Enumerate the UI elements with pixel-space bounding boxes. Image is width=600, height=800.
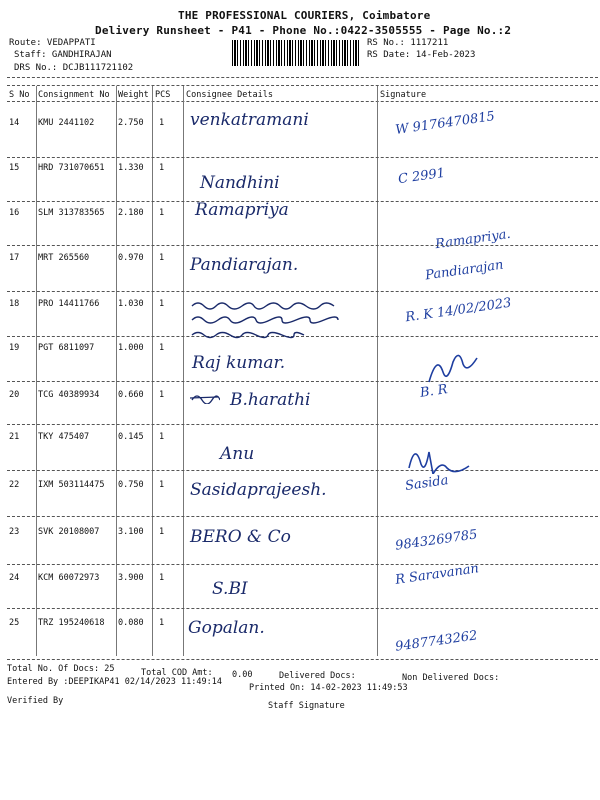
row-divider xyxy=(7,470,598,471)
row-signature: Sasida xyxy=(404,473,450,494)
row-weight: 0.970 xyxy=(118,253,144,263)
header-signature: Signature xyxy=(380,90,427,100)
row-pcs: 1 xyxy=(159,390,165,400)
row-consignee: Anu xyxy=(220,444,255,464)
row-consignee: venkatramani xyxy=(190,110,309,130)
row-signature: Pandiarajan xyxy=(424,257,505,284)
divider xyxy=(7,659,598,660)
row-pcs: 1 xyxy=(159,573,165,583)
header-sno: S No xyxy=(9,90,30,100)
header-pcs: PCS xyxy=(155,90,171,100)
total-cod-label: Total COD Amt: xyxy=(141,668,213,678)
row-weight: 1.000 xyxy=(118,343,144,353)
row-signature: C 2991 xyxy=(397,165,446,188)
printed-on: Printed On: 14-02-2023 11:49:53 xyxy=(249,683,408,693)
row-sno: 14 xyxy=(9,118,20,128)
row-consignee: Pandiarajan. xyxy=(190,255,299,275)
column-divider xyxy=(183,86,184,656)
divider xyxy=(7,85,598,86)
row-signature: R. K 14/02/2023 xyxy=(404,295,513,326)
row-pcs: 1 xyxy=(159,618,165,628)
row-consignment-no: MRT 265560 xyxy=(38,253,90,263)
row-divider xyxy=(7,291,598,292)
row-consignee: Nandhini xyxy=(200,173,280,193)
row-divider xyxy=(7,424,598,425)
delivered-docs: Delivered Docs: xyxy=(279,671,356,681)
row-signature: R Saravanan xyxy=(394,561,480,588)
row-pcs: 1 xyxy=(159,299,165,309)
row-signature: 9487743262 xyxy=(394,628,479,655)
tamil-handwriting xyxy=(188,298,378,344)
header-weight: Weight xyxy=(118,90,149,100)
row-sno: 23 xyxy=(9,527,20,537)
row-consignee: Ramapriya xyxy=(195,200,289,220)
row-consignment-no: TKY 475407 xyxy=(38,432,90,442)
row-consignment-no: PRO 14411766 xyxy=(38,299,100,309)
row-divider xyxy=(7,516,598,517)
row-weight: 2.180 xyxy=(118,208,144,218)
row-consignee: BERO & Co xyxy=(190,527,291,547)
row-divider xyxy=(7,157,598,158)
entered-by: Entered By :DEEPIKAP41 02/14/2023 11:49:14 xyxy=(7,677,222,687)
row-weight: 1.330 xyxy=(118,163,144,173)
row-weight: 0.145 xyxy=(118,432,144,442)
row-sno: 25 xyxy=(9,618,20,628)
row-consignment-no: SVK 20108007 xyxy=(38,527,100,537)
column-divider xyxy=(152,86,153,656)
divider xyxy=(7,101,598,102)
column-divider xyxy=(116,86,117,656)
row-sno: 21 xyxy=(9,432,20,442)
row-signature: Ramapriya. xyxy=(434,226,512,253)
rs-number: RS No.: 1117211 xyxy=(367,38,449,48)
row-sno: 22 xyxy=(9,480,20,490)
row-sno: 19 xyxy=(9,343,20,353)
row-weight: 0.750 xyxy=(118,480,144,490)
row-consignment-no: KMU 2441102 xyxy=(38,118,95,128)
row-signature: W 9176470815 xyxy=(394,109,496,138)
row-sno: 18 xyxy=(9,299,20,309)
row-pcs: 1 xyxy=(159,208,165,218)
verified-by: Verified By xyxy=(7,696,64,706)
row-consignment-no: IXM 503114475 xyxy=(38,480,105,490)
row-sno: 15 xyxy=(9,163,20,173)
row-consignment-no: TCG 40389934 xyxy=(38,390,100,400)
company-title: THE PROFESSIONAL COURIERS, Coimbatore xyxy=(178,9,431,22)
strike-scribble xyxy=(190,392,220,404)
row-pcs: 1 xyxy=(159,480,165,490)
row-consignee: Gopalan. xyxy=(188,618,265,638)
row-sno: 17 xyxy=(9,253,20,263)
row-divider xyxy=(7,381,598,382)
row-consignment-no: SLM 313783565 xyxy=(38,208,105,218)
row-signature: 9843269785 xyxy=(394,527,479,554)
signature-scribble xyxy=(405,440,475,474)
row-divider xyxy=(7,608,598,609)
row-consignment-no: KCM 60072973 xyxy=(38,573,100,583)
route: Route: VEDAPPATI xyxy=(9,38,96,48)
row-consignee: Sasidaprajeesh. xyxy=(190,480,327,500)
drs-number: DRS No.: DCJB111721102 xyxy=(14,63,134,73)
row-sno: 24 xyxy=(9,573,20,583)
row-consignment-no: PGT 6811097 xyxy=(38,343,95,353)
column-divider xyxy=(36,86,37,656)
row-signature: B. R xyxy=(419,382,449,401)
row-weight: 2.750 xyxy=(118,118,144,128)
header-consignee: Consignee Details xyxy=(186,90,273,100)
row-pcs: 1 xyxy=(159,432,165,442)
row-sno: 16 xyxy=(9,208,20,218)
rs-date: RS Date: 14-Feb-2023 xyxy=(367,50,476,60)
row-divider xyxy=(7,201,598,202)
row-consignment-no: HRD 731070651 xyxy=(38,163,105,173)
row-consignee: B.harathi xyxy=(230,390,311,410)
non-delivered-docs: Non Delivered Docs: xyxy=(402,673,500,683)
row-divider xyxy=(7,564,598,565)
row-consignment-no: TRZ 195240618 xyxy=(38,618,105,628)
row-weight: 0.080 xyxy=(118,618,144,628)
row-weight: 0.660 xyxy=(118,390,144,400)
runsheet-title: Delivery Runsheet - P41 - Phone No.:0422-3505555 - Page No.:2 xyxy=(95,24,512,37)
signature-scribble xyxy=(425,350,485,386)
row-weight: 3.900 xyxy=(118,573,144,583)
row-weight: 1.030 xyxy=(118,299,144,309)
row-pcs: 1 xyxy=(159,253,165,263)
row-weight: 3.100 xyxy=(118,527,144,537)
total-cod-value: 0.00 xyxy=(232,670,253,680)
header-consignment: Consignment No xyxy=(38,90,110,100)
row-sno: 20 xyxy=(9,390,20,400)
row-pcs: 1 xyxy=(159,343,165,353)
row-pcs: 1 xyxy=(159,163,165,173)
staff-name: Staff: GANDHIRAJAN xyxy=(14,50,112,60)
row-consignee: S.BI xyxy=(212,579,248,599)
row-pcs: 1 xyxy=(159,118,165,128)
barcode xyxy=(232,40,360,66)
row-consignee: Raj kumar. xyxy=(192,353,286,373)
column-divider xyxy=(377,86,378,656)
total-docs: Total No. Of Docs: 25 xyxy=(7,664,115,674)
divider xyxy=(7,77,598,78)
staff-signature: Staff Signature xyxy=(268,701,345,711)
row-divider xyxy=(7,245,598,246)
row-pcs: 1 xyxy=(159,527,165,537)
